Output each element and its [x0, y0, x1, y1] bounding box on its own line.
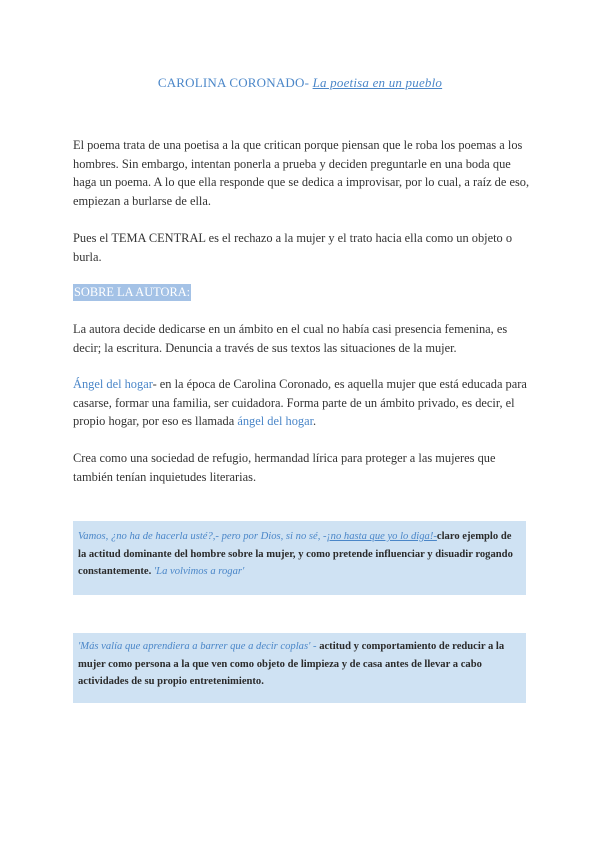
angel-del-hogar-paragraph: [73, 375, 533, 431]
quote-1-commentary: claro ejemplo de la actitud dominante del hombre sobre la mujer, y como pretende influenciar y disuadir rogando constantemente.: [78, 531, 513, 578]
about-author-paragraph: La autora decide dedicarse en un ámbito en el cual no había casi presencia femenina, es decir; la escritura. Denuncia a través de sus textos las situaciones de la mujer.: [73, 322, 508, 355]
theme-paragraph: Pues el TEMA CENTRAL es el rechazo a la mujer y el trato hacia ella como un objeto o burla.: [73, 231, 513, 264]
quote-1-link[interactable]: ¡no hasta que yo lo diga!-: [326, 531, 437, 542]
title-author: CAROLINA CORONADO-: [157, 75, 313, 90]
angel-definition: - en la época de Carolina Coronado, es aquella mujer que está educada para casarse, formar una familia, ser cuidadora. Forma parte de un ámbito privado, es decir, el propio hogar, por eso es llamada: [73, 377, 527, 429]
summary-paragraph: El poema trata de una poetisa a la que critican porque piensan que le roba los poemas a los hombres. Sin embargo, intentan ponerla a prueba y deciden preguntarle en una boda que haga un poema. A lo que ella responde que se dedica a improvisar, por lo cual, a raíz de eso, empiezan a burlarse de ella.: [73, 138, 530, 208]
quote-1-closing: 'La volvimos a rogar': [153, 566, 245, 578]
title-work-link[interactable]: La poetisa en un pueblo: [312, 75, 443, 90]
quote-box-2: [73, 633, 526, 703]
quote-box-1: [73, 521, 526, 595]
society-paragraph: Crea como una sociedad de refugio, hermandad lírica para proteger a las mujeres que también tenían inquietudes literarias.: [73, 451, 496, 484]
quote-2-text: 'Más valía que aprendiera a barrer que a decir coplas' -: [78, 641, 320, 652]
angel-term-repeat: ángel del hogar: [237, 414, 314, 429]
angel-end: .: [313, 414, 317, 429]
document-title: [0, 75, 600, 91]
angel-term: Ángel del hogar: [73, 377, 153, 391]
quote-2-commentary: actitud y comportamiento de reducir a la mujer como persona a la que ven como objeto de limpieza y de casa antes de llevar a cabo actividades de su propio entretenimiento.: [78, 641, 505, 688]
quote-1-text: Vamos, ¿no ha de hacerla usté?,- pero por Dios, si no sé, -: [78, 531, 327, 542]
section-heading-author: SOBRE LA AUTORA:: [74, 285, 191, 299]
